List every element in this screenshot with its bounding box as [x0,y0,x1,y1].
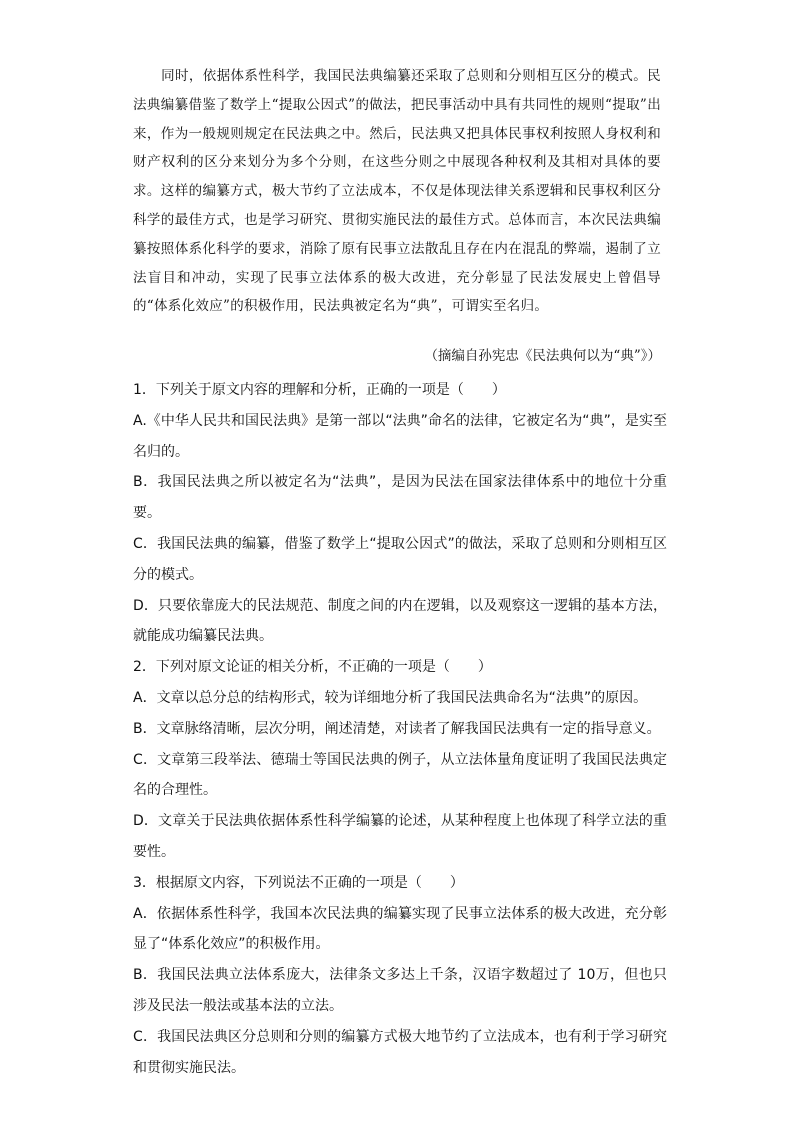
question-stem: 2．下列对原文论证的相关分析，不正确的一项是（ ） [133,659,492,676]
question-option: A.《中华人民共和国民法典》是第一部以“法典”命名的法律，它被定名为“典”，是实至名归的。 [133,412,667,460]
passage-source: （摘编自孙宪忠《民法典何以为“典”》） [424,348,661,364]
question-option: B．文章脉络清晰，层次分明，阐述清楚，对读者了解我国民法典有一定的指导意义。 [133,720,661,737]
passage-paragraph [133,62,661,321]
question-option: D．文章关于民法典依据体系性科学编纂的论述，从某种程度上也体现了科学立法的重要性。 [133,813,667,860]
question-option: C．我国民法典区分总则和分则的编纂方式极大地节约了立法成本，也有利于学习研究和贯彻实施民法。 [133,1028,667,1076]
question-option: B．我国民法典立法体系庞大，法律条文多达上千条，汉语字数超过了 10万，但也只涉及民法一般法或基本法的立法。 [133,967,667,1014]
question-option: C．文章第三段举法、德瑞士等国民法典的例子，从立法体量角度证明了我国民法典定名的合理性。 [133,751,667,799]
passage-text: 同时，依据体系性科学，我国民法典编纂还采取了总则和分则相互区分的模式。民法典编纂借鉴了数学上“提取公因式”的做法，把民事活动中具有共同性的规则“提取”出来，作为一般规则规定在民法典之中。然后，民法典又把具体民事权利按照人身权利和财产权利的区分来划分为多个分则，在这些分则之中展现各种权利及其相对具体的要求。这样的编纂方式，极大节约了立法成本，不仅是体现法律关系逻辑和民事权利区分科学的最佳方式，也是学习研究、贯彻实施民法的最佳方式。总体而言，本次民法典编纂按照体系化科学的要求，消除了原有民事立法散乱且存在内在混乱的弊端，遏制了立法盲目和冲动，实现了民事立法体系的极大改进，充分彰显了民法发展史上曾倡导的“体系化效应”的积极作用，民法典被定名为“典”，可谓实至名归。 [133,68,661,315]
question-stem: 1．下列关于原文内容的理解和分析，正确的一项是（ ） [133,382,506,398]
question-option: C．我国民法典的编纂，借鉴了数学上“提取公因式”的做法，采取了总则和分则相互区分的模式。 [133,535,667,583]
question-stem: 3．根据原文内容，下列说法不正确的一项是（ ） [133,874,464,891]
question-option: A．依据体系性科学，我国本次民法典的编纂实现了民事立法体系的极大改进，充分彰显了“体系化效应”的积极作用。 [133,905,667,953]
question-option: D．只要依靠庞大的民法规范、制度之间的内在逻辑，以及观察这一逻辑的基本方法，就能成功编纂民法典。 [133,597,667,645]
question-option: B．我国民法典之所以被定名为“法典”，是因为民法在国家法律体系中的地位十分重要。 [133,474,667,522]
question-list [133,375,667,1083]
question-option: A．文章以总分总的结构形式，较为详细地分析了我国民法典命名为“法典”的原因。 [133,689,648,706]
